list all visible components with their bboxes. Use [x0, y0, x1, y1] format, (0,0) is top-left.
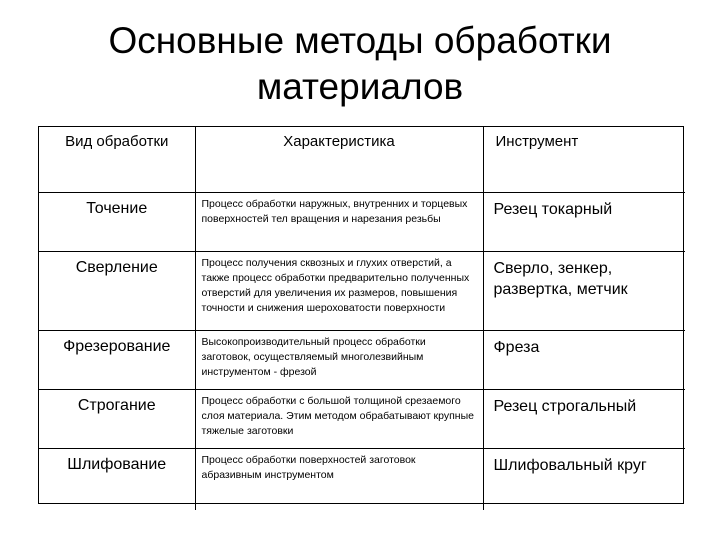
header-tool: Инструмент [483, 127, 685, 193]
tool-cell: Резец строгальный [483, 390, 685, 449]
tool-cell: Фреза [483, 331, 685, 390]
tool-cell: Шлифовальный круг [483, 449, 685, 510]
slide-title [0, 18, 720, 110]
table-header-row [39, 127, 685, 193]
method-cell: Сверление [39, 252, 195, 331]
description-cell: Процесс получения сквозных и глухих отверстий, а также процесс обработки предварительно полученных отверстий для увеличения их размеров, повышения точности и снижения шероховатости поверхности [195, 252, 483, 331]
description-cell: Процесс обработки поверхностей заготовок абразивным инструментом [195, 449, 483, 510]
methods-table [38, 126, 684, 504]
slide-title-line1: Основные методы обработки [108, 20, 612, 61]
slide-title-line2: материалов [256, 66, 464, 107]
method-cell: Фрезерование [39, 331, 195, 390]
tool-cell: Резец токарный [483, 193, 685, 252]
description-cell: Высокопроизводительный процесс обработки заготовок, осуществляемый многолезвийным инструментом - фрезой [195, 331, 483, 390]
description-cell: Процесс обработки наружных, внутренних и торцевых поверхностей тел вращения и нарезания резьбы [195, 193, 483, 252]
method-cell: Точение [39, 193, 195, 252]
table-row [39, 331, 685, 390]
table-row [39, 390, 685, 449]
tool-cell: Сверло, зенкер, развертка, метчик [483, 252, 685, 331]
table-row [39, 252, 685, 331]
method-cell: Шлифование [39, 449, 195, 510]
table-row [39, 193, 685, 252]
method-cell: Строгание [39, 390, 195, 449]
methods-table-grid [39, 127, 685, 510]
description-cell: Процесс обработки с большой толщиной срезаемого слоя материала. Этим методом обрабатывают крупные тяжелые заготовки [195, 390, 483, 449]
table-row [39, 449, 685, 510]
header-description: Характеристика [195, 127, 483, 193]
header-method: Вид обработки [39, 127, 195, 193]
